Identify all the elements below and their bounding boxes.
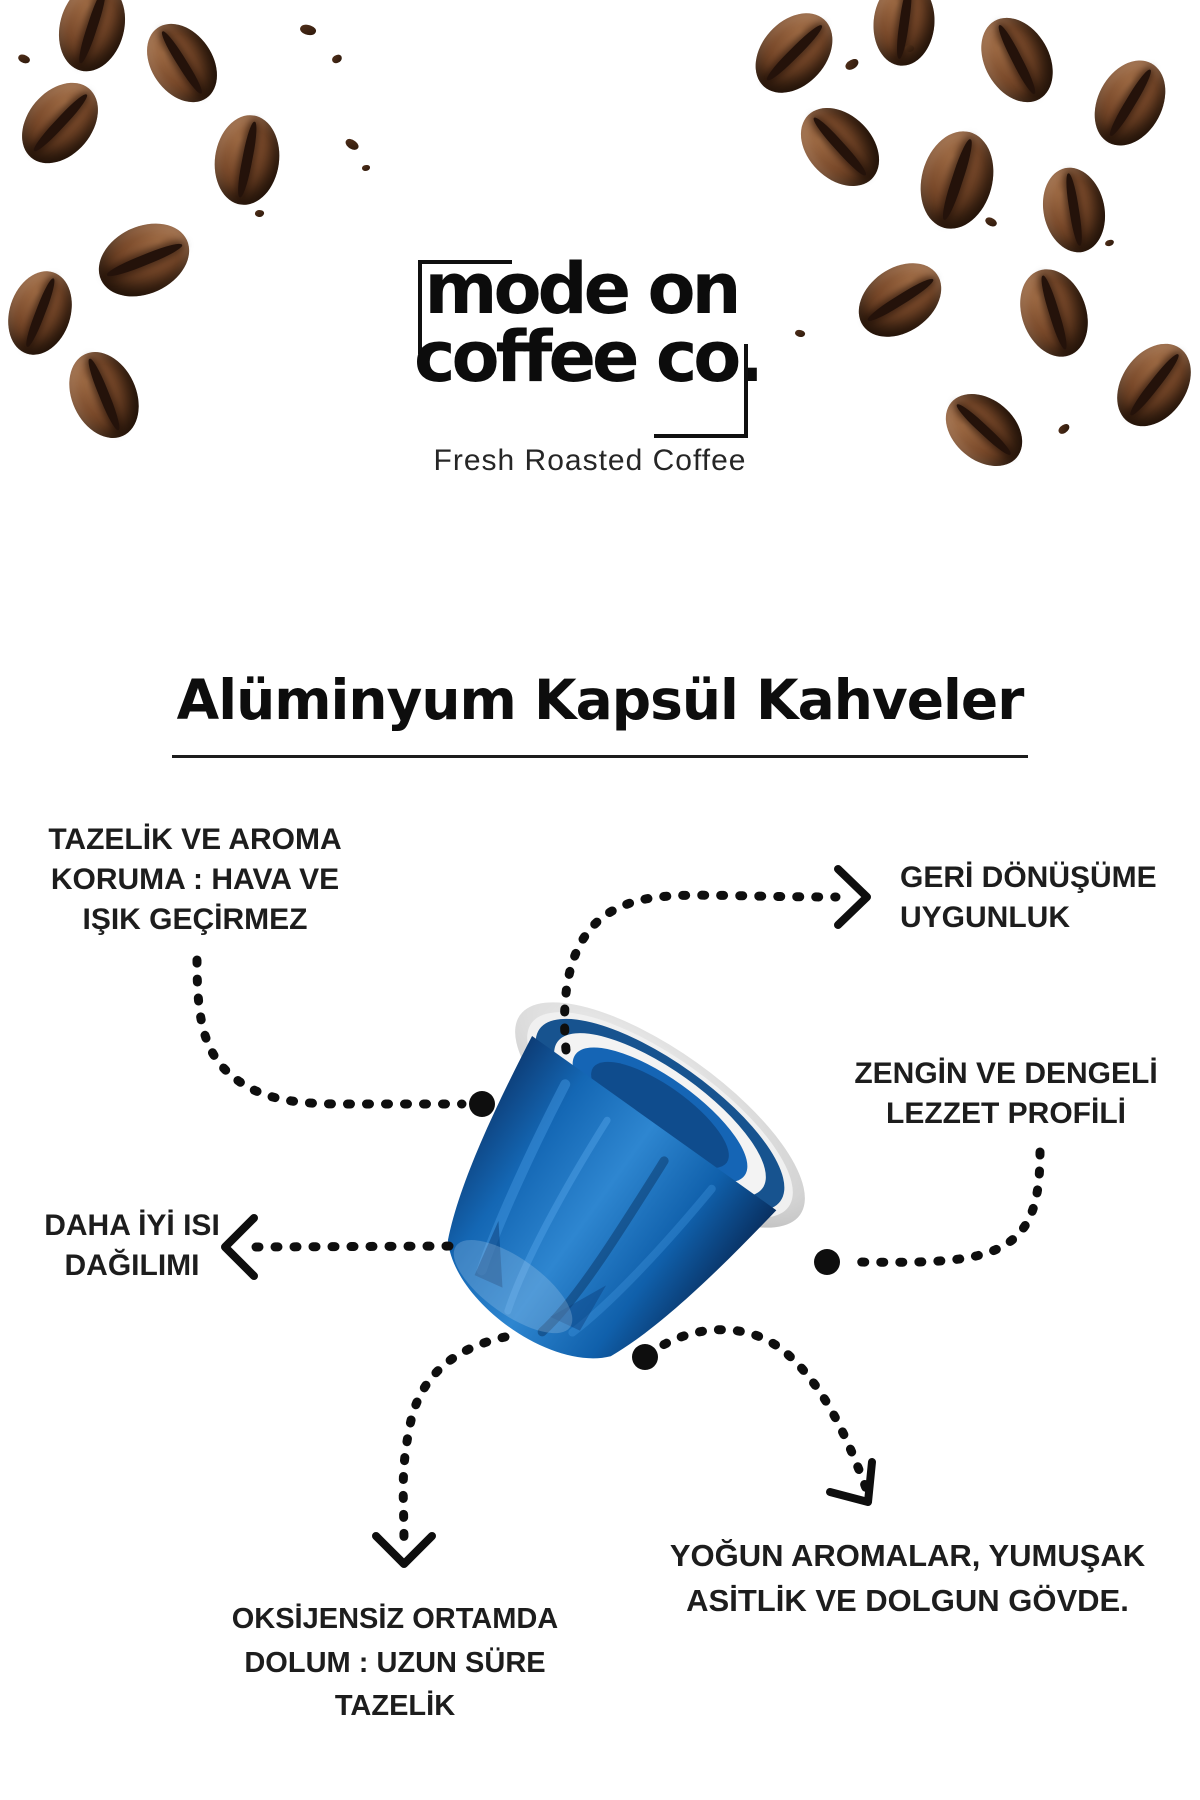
connector-oxygen: [403, 1337, 505, 1548]
callout-line: TAZELİK: [334, 1690, 456, 1722]
callout-line: LEZZET PROFİLİ: [886, 1096, 1126, 1130]
dot-endpoint-icon: [469, 1091, 495, 1117]
connector-flavor: [848, 1152, 1040, 1262]
callout-line: DOLUM : UZUN SÜRE: [244, 1646, 546, 1679]
connector-heat: [256, 1246, 460, 1247]
callout-freshness: [35, 820, 355, 940]
callout-line: UYGUNLUK: [900, 900, 1070, 934]
connector-freshness: [197, 960, 462, 1104]
callout-line: IŞIK GEÇİRMEZ: [82, 902, 308, 936]
brand-tagline: Fresh Roasted Coffee: [433, 444, 747, 477]
arrow-right-icon: [838, 869, 867, 925]
connector-recycling: [565, 895, 836, 1050]
connector-aroma: [648, 1330, 866, 1488]
callout-line: ZENGİN VE DENGELİ: [854, 1057, 1158, 1090]
callout-line: TAZELİK VE AROMA: [48, 823, 342, 856]
dot-endpoint-icon: [632, 1344, 658, 1370]
callout-flavor: [846, 1054, 1166, 1134]
callout-heat: [22, 1206, 242, 1286]
callout-line: DAHA İYİ ISI: [44, 1209, 220, 1242]
page-title: Alüminyum Kapsül Kahveler: [176, 668, 1024, 732]
callout-line: GERİ DÖNÜŞÜME: [900, 861, 1157, 894]
callout-line: OKSİJENSİZ ORTAMDA: [231, 1603, 559, 1635]
callout-recycling: [900, 858, 1200, 938]
callout-oxygen: [225, 1598, 565, 1729]
callout-aroma: [650, 1534, 1165, 1624]
callout-line: YOĞUN AROMALAR, YUMUŞAK: [669, 1538, 1146, 1573]
callout-line: KORUMA : HAVA VE: [50, 862, 340, 896]
callout-line: DAĞILIMI: [64, 1248, 200, 1282]
callout-line: ASİTLİK VE DOLGUN GÖVDE.: [686, 1582, 1129, 1618]
dot-endpoint-icon: [814, 1249, 840, 1275]
logo-line1: mode on: [424, 248, 738, 330]
logo-line2: coffee co.: [414, 315, 760, 398]
